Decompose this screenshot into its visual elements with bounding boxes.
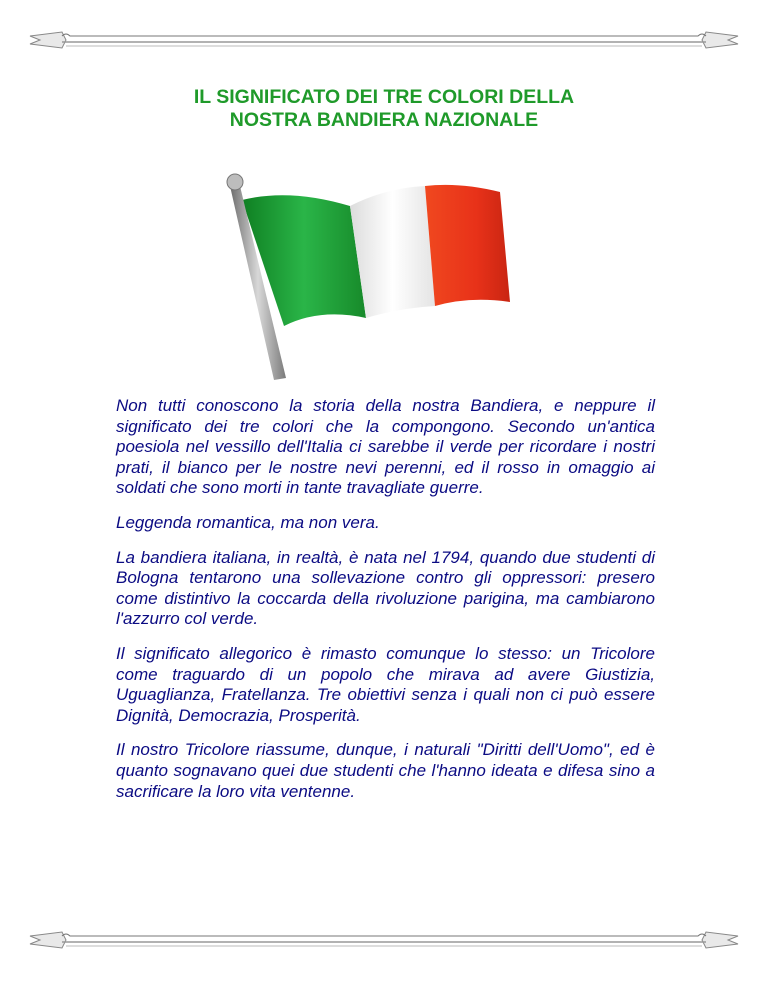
article-body [116, 396, 655, 816]
bottom-decorative-border [0, 922, 768, 962]
paragraph-3: La bandiera italiana, in realtà, è nata nel 1794, quando due studenti di Bologna tentarono una sollevazione contro gli oppressori: presero come distintivo la coccarda della rivoluzione parigina, ma cambiarono l'azzurro col verde. [116, 547, 655, 629]
paragraph-1: Non tutti conoscono la storia della nostra Bandiera, e neppure il significato dei tre colori che la compongono. Secondo un'antica poesiola nel vessillo dell'Italia ci sarebbe il verde per ricordare i nostri prati, il bianco per le nostre nevi perenni, ed il rosso in omaggio ai soldati che sono morti in tante travagliate guerre. [116, 396, 655, 498]
title-line-2: NOSTRA BANDIERA NAZIONALE [229, 109, 539, 131]
italian-flag-icon [200, 168, 530, 383]
paragraph-2: Leggenda romantica, ma non vera. [116, 512, 380, 532]
paragraph-4: Il significato allegorico è rimasto comunque lo stesso: un Tricolore come traguardo di un popolo che mirava ad avere Giustizia, Uguaglianza, Fratellanza. Tre obiettivi senza i quali non ci può essere Dignità, Democrazia, Prosperità. [116, 643, 655, 725]
page-title [0, 86, 768, 132]
top-decorative-border [0, 22, 768, 62]
paragraph-5: Il nostro Tricolore riassume, dunque, i naturali "Diritti dell'Uomo", ed è quanto sognavano quei due studenti che l'hanno ideata e difesa sino a sacrificare la loro vita ventenne. [116, 740, 655, 801]
title-line-1: IL SIGNIFICATO DEI TRE COLORI DELLA [193, 86, 575, 108]
